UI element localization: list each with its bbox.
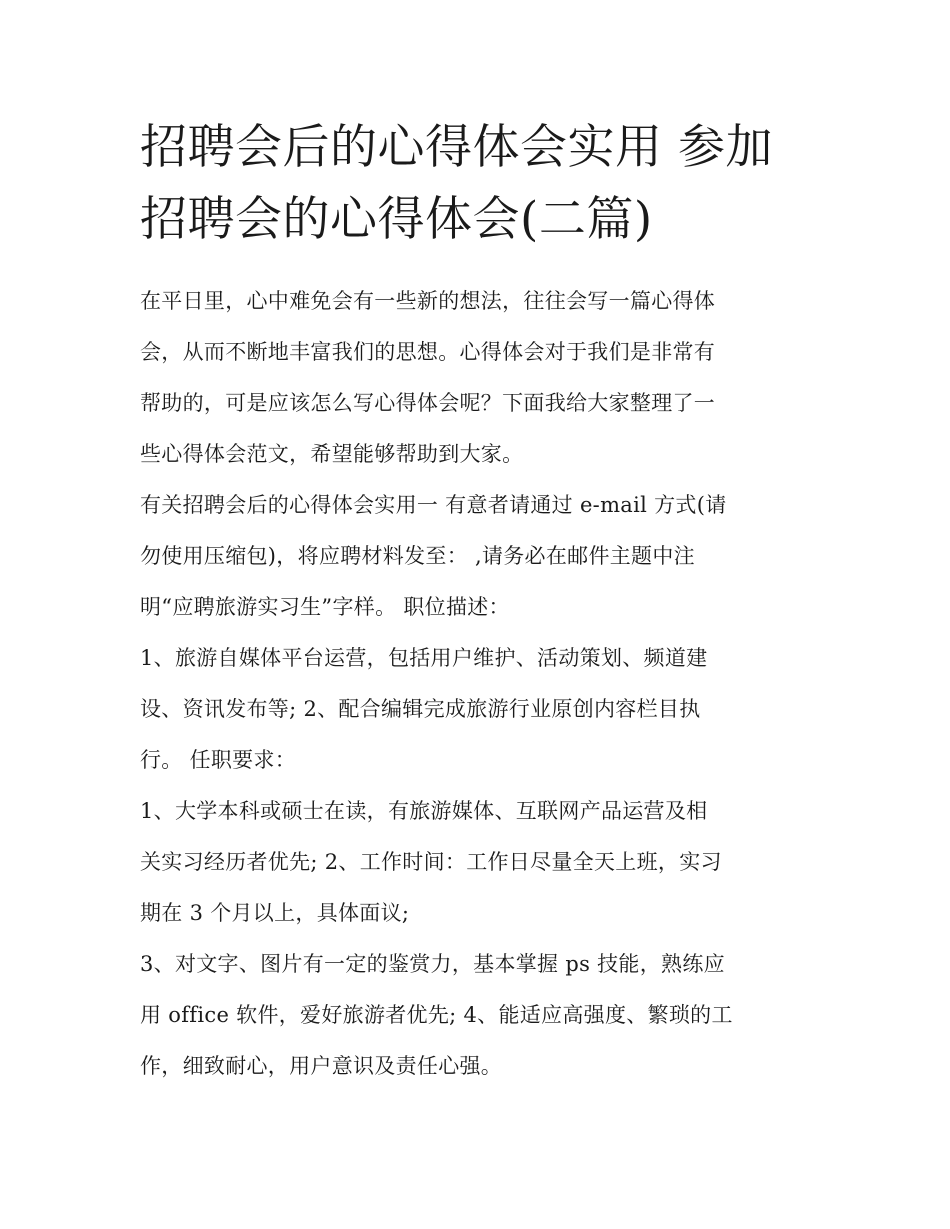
- document-title: [140, 112, 812, 256]
- text-line: 用 office 软件，爱好旅游者优先; 4、能适应高强度、繁琐的工: [140, 1003, 733, 1027]
- text-line: 作，细致耐心，用户意识及责任心强。: [140, 1054, 503, 1078]
- text-line: 期在 3 个月以上，具体面议;: [140, 901, 410, 925]
- text-line: 明“应聘旅游实习生”字样。 职位描述：: [140, 595, 510, 619]
- text-line: 设、资讯发布等; 2、配合编辑完成旅游行业原创内容栏目执: [140, 697, 701, 721]
- title-line: 招聘会的心得体会(二篇): [140, 192, 653, 247]
- document-body: [140, 276, 812, 1092]
- title-line: 招聘会后的心得体会实用 参加: [140, 120, 773, 175]
- text-line: 1、大学本科或硕士在读，有旅游媒体、互联网产品运营及相: [140, 799, 708, 823]
- text-line: 3、对文字、图片有一定的鉴赏力，基本掌握 ps 技能，熟练应: [140, 952, 725, 976]
- text-line: 关实习经历者优先; 2、工作时间：工作日尽量全天上班，实习: [140, 850, 722, 874]
- document-page: [140, 112, 812, 1092]
- application-paragraph: [140, 480, 812, 633]
- text-line: 在平日里，心中难免会有一些新的想法，往往会写一篇心得体: [140, 289, 716, 313]
- text-line: 帮助的，可是应该怎么写心得体会呢？下面我给大家整理了一: [140, 391, 716, 415]
- text-line: 勿使用压缩包)，将应聘材料发至： ,请务必在邮件主题中注: [140, 544, 695, 568]
- text-line: 有关招聘会后的心得体会实用一 有意者请通过 e-mail 方式(请: [140, 493, 727, 517]
- requirements-paragraph-1: [140, 786, 812, 939]
- text-line: 1、旅游自媒体平台运营，包括用户维护、活动策划、频道建: [140, 646, 708, 670]
- text-line: 行。 任职要求：: [140, 748, 297, 772]
- text-line: 些心得体会范文，希望能够帮助到大家。: [140, 442, 524, 466]
- intro-paragraph: [140, 276, 812, 480]
- requirements-paragraph-2: [140, 939, 812, 1092]
- job-description-paragraph: [140, 633, 812, 786]
- text-line: 会，从而不断地丰富我们的思想。心得体会对于我们是非常有: [140, 340, 716, 364]
